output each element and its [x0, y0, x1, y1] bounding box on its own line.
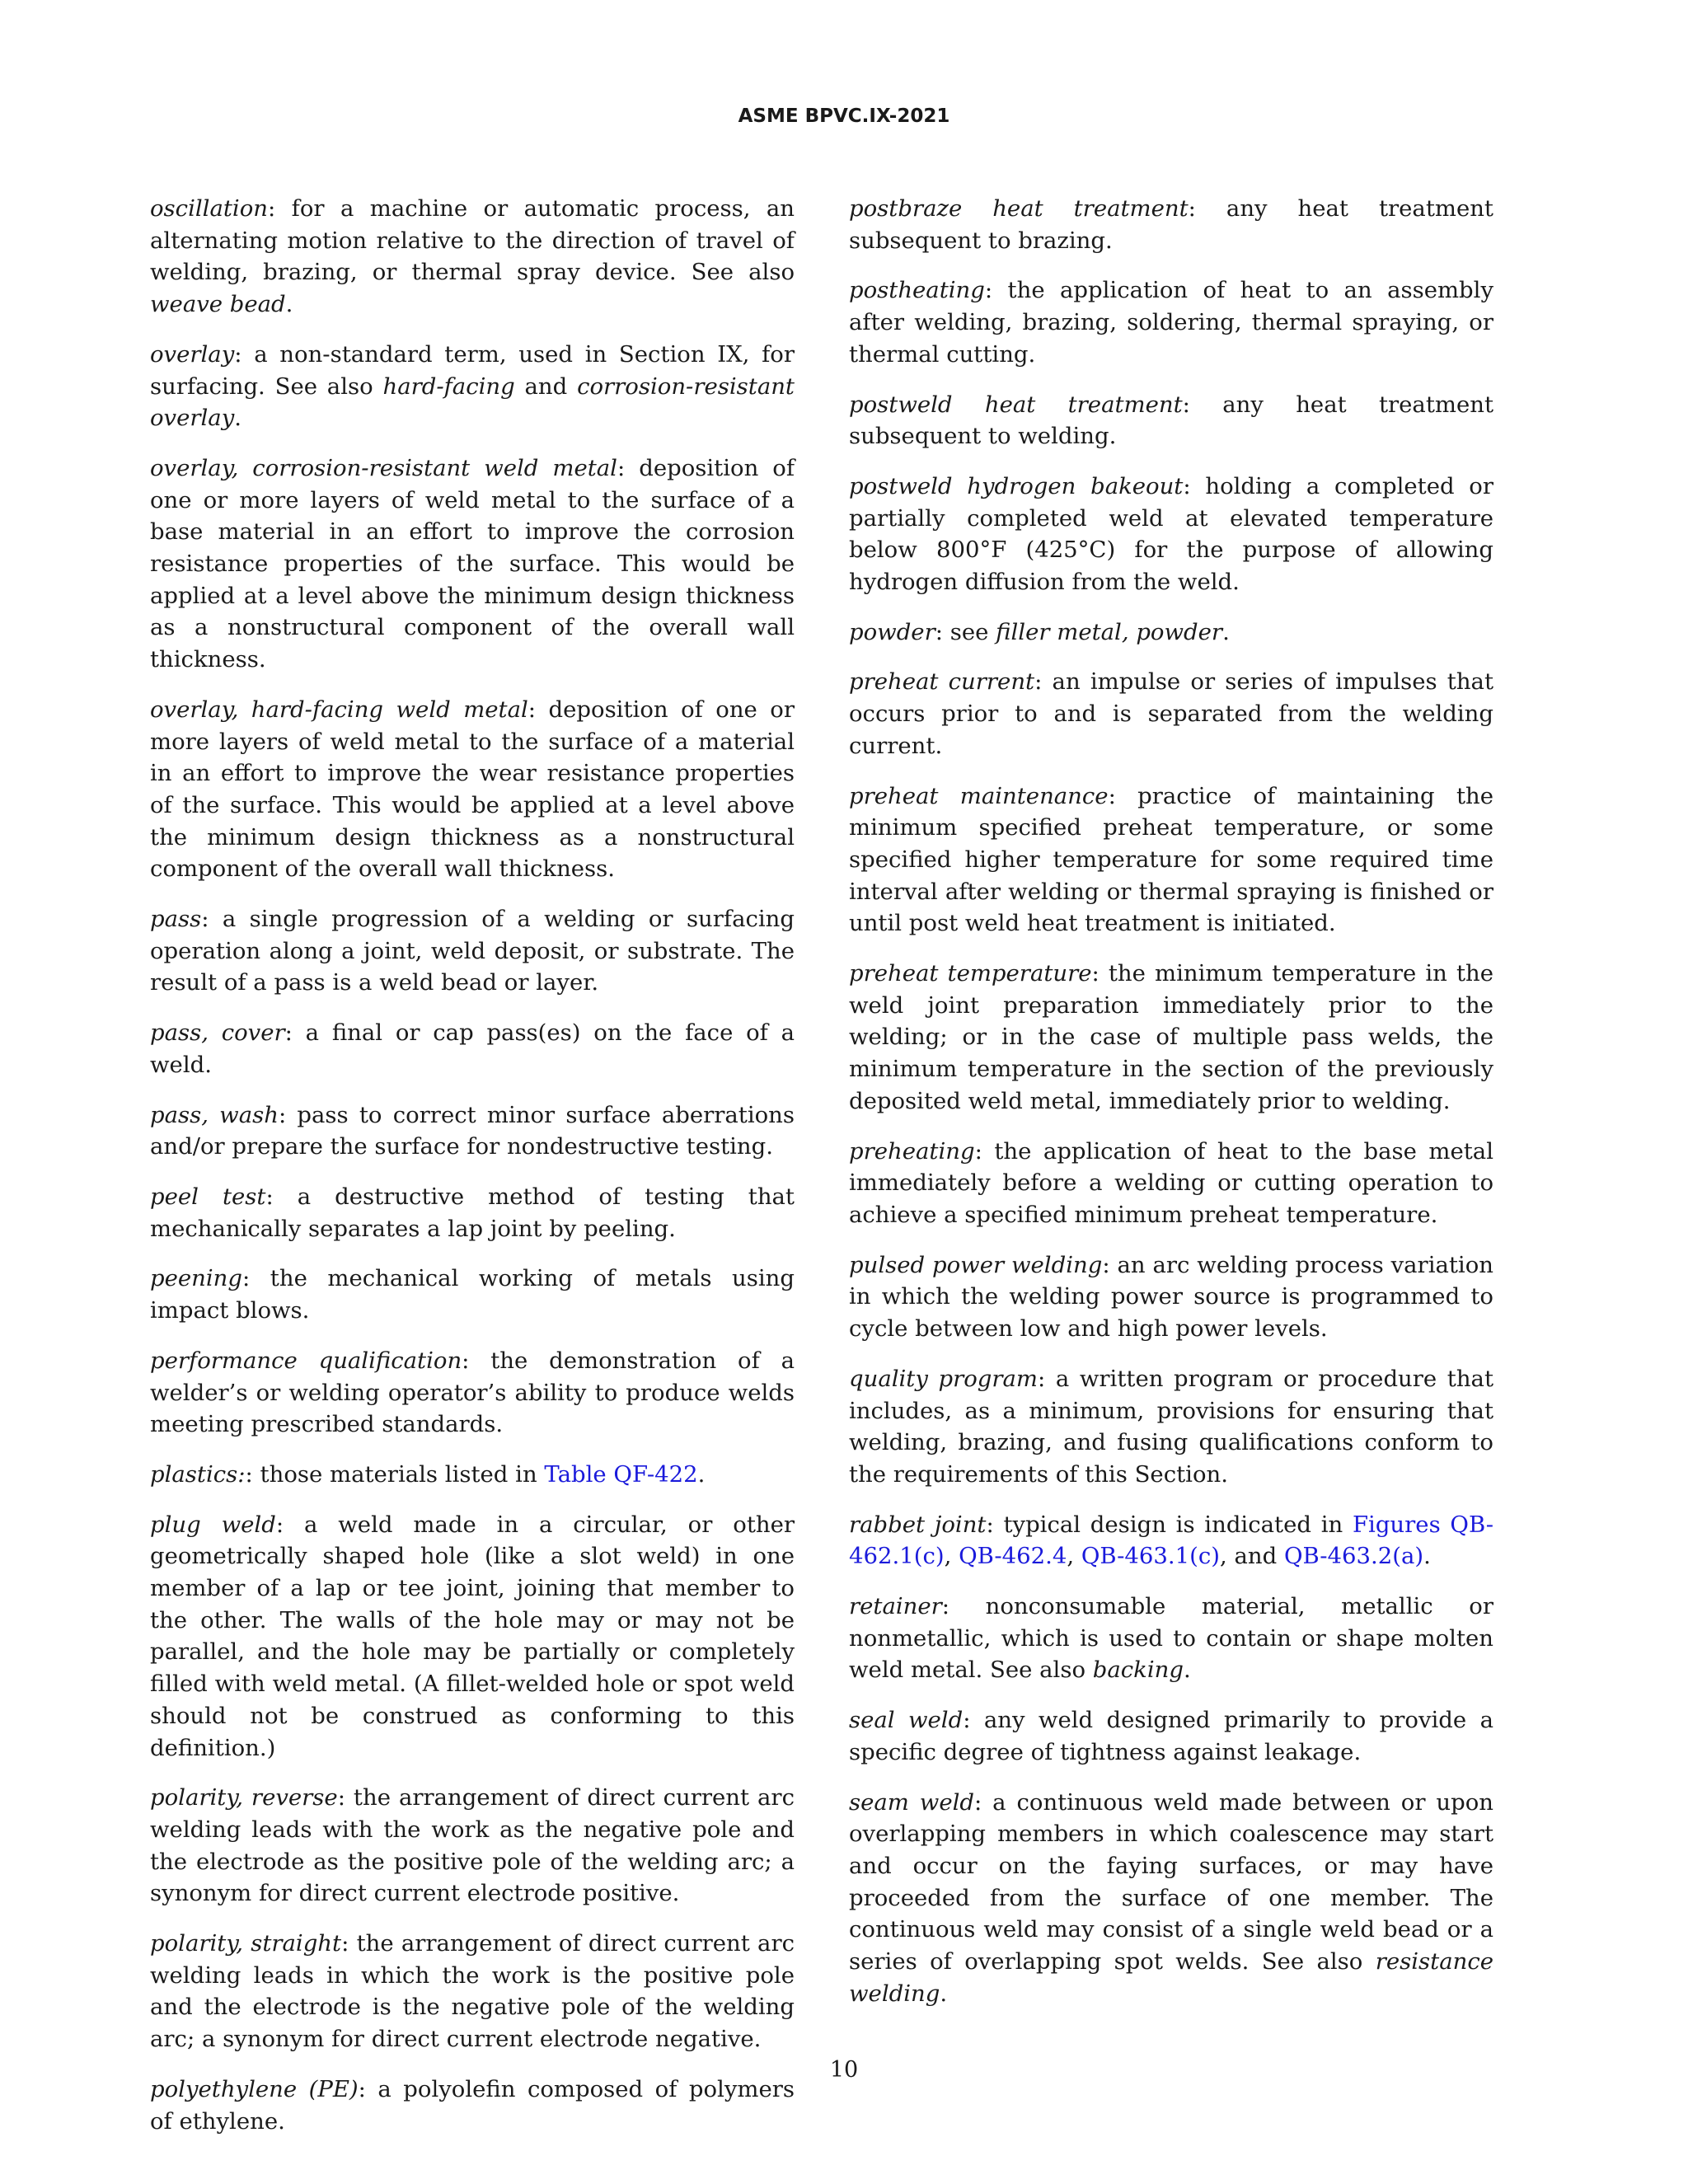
glossary-entry: [150, 193, 795, 321]
definition-text: .: [1423, 1543, 1431, 1570]
glossary-entry: [849, 1591, 1493, 1686]
definition-text: : an impulse or series of impulses that occurs prior to and is separated from the welding current.: [849, 668, 1493, 759]
definition-text: : any weld designed primarily to provide a specific degree of tightness against leakage.: [849, 1707, 1493, 1765]
glossary-entry: [849, 193, 1493, 256]
definition-text: : the application of heat to an assembly after welding, brazing, soldering, thermal spraying, or thermal cutting.: [849, 277, 1493, 368]
cross-reference-term: resistance welding: [849, 1948, 1493, 2007]
page-header: ASME BPVC.IX-2021: [738, 105, 950, 127]
glossary-entry: [150, 1181, 795, 1244]
definition-text: : any heat treatment subsequent to brazing.: [849, 195, 1493, 254]
definition-text: : a continuous weld made between or upon overlapping members in which coalescence may start and occur on the faying surfaces, or may have proceeded from the surface of one member. The continuous weld may consist of a single weld bead or a series of overlapping spot welds. See also: [849, 1788, 1494, 1975]
glossary-term: pass: [150, 906, 202, 933]
definition-text: : nonconsumable material, metallic or nonmetallic, which is used to contain or shape molten weld metal. See also: [849, 1593, 1493, 1684]
definition-text: : the arrangement of direct current arc welding leads with the work as the negative pole and the electrode as the positive pole of the welding arc; a synonym for direct current electrode positive.: [150, 1784, 795, 1907]
glossary-entry: [150, 1263, 795, 1326]
glossary-term: powder: [849, 618, 935, 645]
glossary-entry: [849, 471, 1493, 598]
glossary-term: overlay: [150, 340, 235, 368]
reference-link[interactable]: QB-463.1(c): [1081, 1543, 1221, 1570]
glossary-entry: [150, 1099, 795, 1163]
reference-link[interactable]: Figures QB-462.1(c): [849, 1511, 1493, 1570]
glossary-entry: [150, 1509, 795, 1765]
glossary-term: oscillation: [150, 195, 268, 222]
definition-text: : the minimum temperature in the weld joint preparation immediately prior to the welding; or in the case of multiple pass welds, the minimum temperature in the section of the previously deposited weld metal, immediately prior to welding.: [849, 960, 1493, 1114]
definition-text: : the demonstration of a welder’s or welding operator’s ability to produce welds meeting prescribed standards.: [150, 1347, 795, 1438]
glossary-term: postheating: [849, 277, 985, 304]
reference-link[interactable]: QB-462.4: [959, 1543, 1067, 1570]
definition-text: and: [514, 373, 578, 400]
glossary-entry: [150, 903, 795, 999]
definition-text: : any heat treatment subsequent to welding.: [849, 391, 1493, 450]
glossary-term: seam weld: [849, 1788, 974, 1816]
glossary-term: plug weld: [150, 1511, 276, 1538]
definition-text: : the application of heat to the base metal immediately before a welding or cutting operation to achieve a specified minimum preheat temperature.: [849, 1137, 1493, 1228]
definition-text: : holding a completed or partially completed weld at elevated temperature below 800°F (425°C) for the purpose of allowing hydrogen diffusion from the weld.: [849, 472, 1494, 596]
glossary-entry: [849, 274, 1493, 370]
definition-text: .: [940, 1980, 948, 2007]
definition-text: : a destructive method of testing that mechanically separates a lap joint by peeling.: [150, 1183, 795, 1242]
definition-text: : an arc welding process variation in which the welding power source is programmed to cycle between low and high power levels.: [849, 1251, 1493, 1343]
glossary-entry: [150, 1345, 795, 1441]
glossary-entry: [849, 1136, 1493, 1231]
cross-reference-term: hard-facing: [382, 373, 515, 400]
definition-text: .: [285, 291, 293, 318]
glossary-term: pass, wash: [150, 1101, 279, 1128]
glossary-entry: [150, 339, 795, 434]
glossary-term: polarity, straight: [150, 1930, 342, 1957]
glossary-entry: [849, 1363, 1493, 1491]
definition-text: .: [1222, 618, 1230, 645]
definition-text: : a polyolefin composed of polymers of ethylene.: [150, 2075, 795, 2135]
glossary-term: postweld hydrogen bakeout: [849, 472, 1184, 499]
glossary-term: peening: [150, 1265, 242, 1292]
left-column: [150, 193, 795, 2155]
definition-text: : the mechanical working of metals using impact blows.: [150, 1265, 795, 1324]
definition-text: .: [234, 405, 241, 432]
definition-text: : a single progression of a welding or surfacing operation along a joint, weld deposit, or substrate. The result of a pass is a weld bead or layer.: [150, 906, 795, 996]
definition-text: , and: [1220, 1543, 1284, 1570]
definition-text: : a written program or procedure that includes, as a minimum, provisions for ensuring that welding, brazing, and fusing qualifications conform to the requirements of this Section.: [849, 1365, 1493, 1488]
glossary-term: quality program: [849, 1365, 1039, 1392]
glossary-entry: [150, 694, 795, 885]
definition-text: ,: [1067, 1543, 1081, 1570]
glossary-term: plastics:: [150, 1460, 246, 1488]
reference-link[interactable]: QB-463.2(a): [1283, 1543, 1424, 1570]
glossary-term: preheat temperature: [849, 960, 1092, 987]
glossary-entry: [150, 452, 795, 676]
glossary-term: overlay, hard-facing weld metal: [150, 696, 528, 723]
glossary-entry: [849, 958, 1493, 1118]
glossary-term: overlay, corrosion-resistant weld metal: [150, 454, 617, 481]
page-number: 10: [829, 2057, 859, 2083]
right-column: [849, 193, 1493, 2027]
glossary-term: performance qualification: [150, 1347, 462, 1374]
definition-text: : deposition of one or more layers of weld metal to the surface of a base material in an effort to improve the corrosion resistance properties of the surface. This would be applied at a level above the minimum design thickness as a nonstructural component of the overall wall thickness.: [150, 454, 795, 673]
definition-text: : deposition of one or more layers of weld metal to the surface of a material in an effort to improve the wear resistance properties of the surface. This would be applied at a level above the minimum design thickness as a nonstructural component of the overall wall thickness.: [150, 696, 795, 883]
glossary-entry: [150, 1459, 795, 1491]
glossary-entry: [150, 1782, 795, 1910]
cross-reference-term: weave bead: [150, 291, 286, 318]
glossary-term: postweld heat treatment: [849, 391, 1183, 418]
glossary-entry: [150, 2074, 795, 2137]
glossary-entry: [150, 1928, 795, 2055]
definition-text: : practice of maintaining the minimum specified preheat temperature, or some specified higher temperature for some required time interval after welding or thermal spraying is finished or until post weld heat treatment is initiated.: [849, 782, 1493, 937]
glossary-entry: [849, 1787, 1493, 2010]
glossary-term: preheat maintenance: [849, 782, 1109, 809]
glossary-entry: [849, 666, 1493, 762]
glossary-term: polarity, reverse: [150, 1784, 338, 1811]
glossary-term: retainer: [849, 1593, 942, 1620]
glossary-entry: [849, 780, 1493, 940]
cross-reference-term: corrosion-resistant overlay: [150, 373, 795, 432]
definition-text: : a weld made in a circular, or other geometrically shaped hole (like a slot weld) in one member of a lap or tee joint, joining that member to the other. The walls of the hole may or may not be parallel, and the hole may be partially or completely filled with weld metal. (A fillet-welded hole or spot weld should not be construed as conforming to this definition.): [150, 1511, 795, 1761]
glossary-term: preheating: [849, 1137, 975, 1165]
cross-reference-term: filler metal, powder: [996, 618, 1223, 645]
definition-text: : see: [935, 618, 996, 645]
glossary-entry: [849, 1509, 1493, 1572]
definition-text: ,: [944, 1543, 959, 1570]
glossary-term: peel test: [150, 1183, 266, 1210]
definition-text: .: [697, 1460, 706, 1488]
glossary-entry: [849, 1704, 1493, 1768]
reference-link[interactable]: Table QF-422: [544, 1460, 698, 1488]
glossary-term: preheat current: [849, 668, 1035, 696]
definition-text: : those materials listed in: [245, 1460, 545, 1488]
glossary-entry: [849, 616, 1493, 649]
glossary-term: polyethylene (PE): [150, 2075, 359, 2102]
definition-text: : typical design is indicated in: [986, 1511, 1353, 1538]
glossary-term: rabbet joint: [849, 1511, 987, 1538]
glossary-term: pulsed power welding: [849, 1251, 1103, 1278]
glossary-term: postbraze heat treatment: [849, 195, 1189, 222]
definition-text: : pass to correct minor surface aberrations and/or prepare the surface for nondestructive testing.: [150, 1101, 795, 1160]
glossary-term: seal weld: [849, 1707, 964, 1734]
definition-text: : a non-standard term, used in Section IX, for surfacing. See also: [150, 340, 795, 400]
glossary-entry: [849, 1249, 1493, 1345]
definition-text: .: [1183, 1657, 1191, 1684]
cross-reference-term: backing: [1092, 1657, 1184, 1684]
definition-text: : a final or cap pass(es) on the face of a weld.: [150, 1019, 795, 1078]
glossary-term: pass, cover: [150, 1019, 285, 1047]
glossary-entry: [849, 389, 1493, 452]
definition-text: : for a machine or automatic process, an alternating motion relative to the direction of travel of welding, brazing, or thermal spray device. See also: [150, 195, 795, 286]
glossary-entry: [150, 1017, 795, 1080]
definition-text: : the arrangement of direct current arc welding leads in which the work is the positive pole and the electrode is the negative pole of the welding arc; a synonym for direct current electrode negative.: [150, 1930, 795, 2053]
